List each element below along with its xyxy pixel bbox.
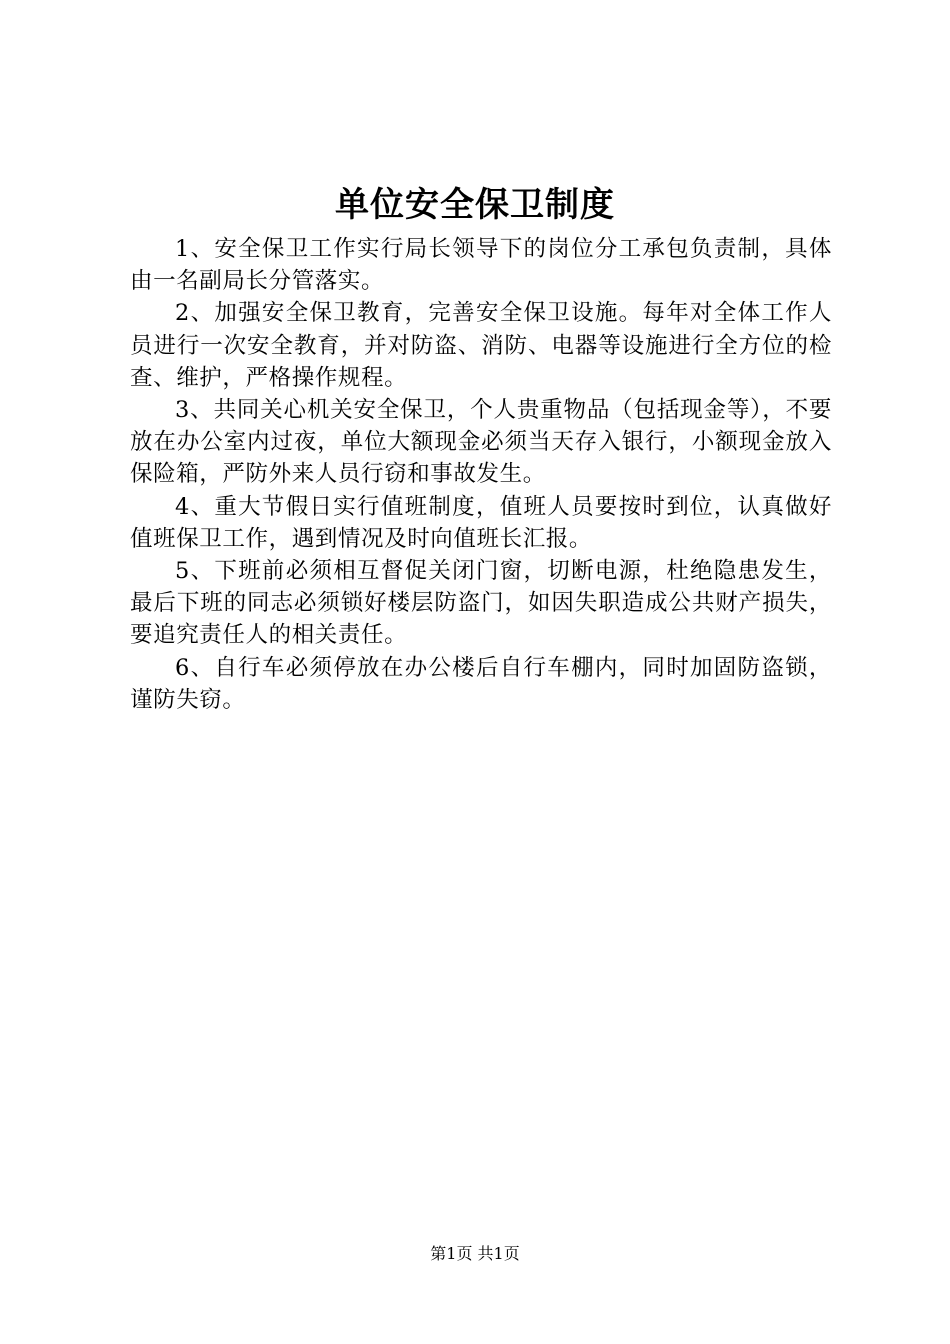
paragraph-2: 2、加强安全保卫教育，完善安全保卫设施。每年对全体工作人员进行一次安全教育，并对防盗、消防、电器等设施进行全方位的检查、维护，严格操作规程。 bbox=[130, 300, 832, 391]
paragraph-1: 1、安全保卫工作实行局长领导下的岗位分工承包负责制，具体由一名副局长分管落实。 bbox=[130, 236, 832, 295]
paragraph-4: 4、重大节假日实行值班制度，值班人员要按时到位，认真做好值班保卫工作，遇到情况及时向值班长汇报。 bbox=[130, 493, 832, 552]
paragraph-3: 3、共同关心机关安全保卫，个人贵重物品（包括现金等），不要放在办公室内过夜，单位大额现金必须当天存入银行，小额现金放入保险箱，严防外来人员行窃和事故发生。 bbox=[130, 397, 832, 488]
page-footer: 第1页 共1页 bbox=[430, 1244, 520, 1263]
document-title: 单位安全保卫制度 bbox=[335, 185, 615, 225]
document-body bbox=[130, 233, 832, 716]
paragraph-6: 6、自行车必须停放在办公楼后自行车棚内，同时加固防盗锁，谨防失窃。 bbox=[130, 654, 832, 713]
paragraph-5: 5、下班前必须相互督促关闭门窗，切断电源，杜绝隐患发生，最后下班的同志必须锁好楼层防盗门，如因失职造成公共财产损失，要追究责任人的相关责任。 bbox=[130, 558, 832, 649]
